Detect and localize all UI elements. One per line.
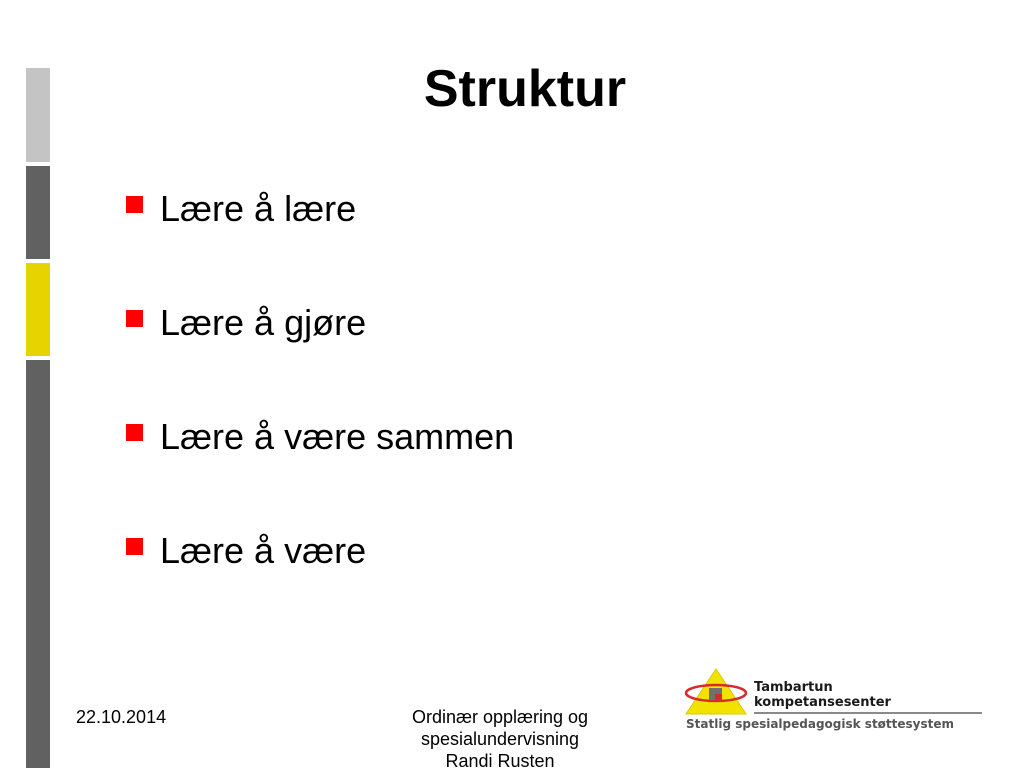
logo-divider xyxy=(754,712,982,714)
footer-center-line: spesialundervisning xyxy=(420,729,580,749)
bullet-item xyxy=(126,186,514,300)
footer-center-line: Ordinær opplæring og xyxy=(411,707,589,727)
logo-name xyxy=(754,680,891,710)
side-bar-segment-light-gray xyxy=(26,68,50,162)
footer-center-line: Randi Rusten xyxy=(445,751,555,771)
bullet-item xyxy=(126,300,514,414)
tambartun-logo-mark-icon xyxy=(684,668,754,716)
logo-tagline: Statlig spesialpedagogisk støttesystem xyxy=(686,717,955,731)
logo-name-line: Tambartun xyxy=(754,680,833,695)
bullet-item xyxy=(126,528,514,642)
red-square-bullet-icon xyxy=(126,310,143,327)
side-bar-segment-yellow xyxy=(26,263,50,356)
side-bar-segment-dark-gray-bottom xyxy=(26,360,50,768)
bullet-text: Lære å lære xyxy=(160,188,357,229)
red-square-bullet-icon xyxy=(126,538,143,555)
footer-center-text xyxy=(380,706,620,772)
bullet-text: Lære å være xyxy=(160,530,367,571)
red-square-bullet-icon xyxy=(126,424,143,441)
logo-name-line: kompetansesenter xyxy=(754,695,891,710)
bullet-list xyxy=(126,186,514,642)
slide-title: Struktur xyxy=(423,60,627,118)
bullet-text: Lære å være sammen xyxy=(160,416,515,457)
bullet-text: Lære å gjøre xyxy=(160,302,367,343)
tambartun-logo xyxy=(684,668,984,738)
footer-date: 22.10.2014 xyxy=(76,707,167,727)
bullet-item xyxy=(126,414,514,528)
red-square-bullet-icon xyxy=(126,196,143,213)
side-bar-segment-dark-gray xyxy=(26,166,50,259)
